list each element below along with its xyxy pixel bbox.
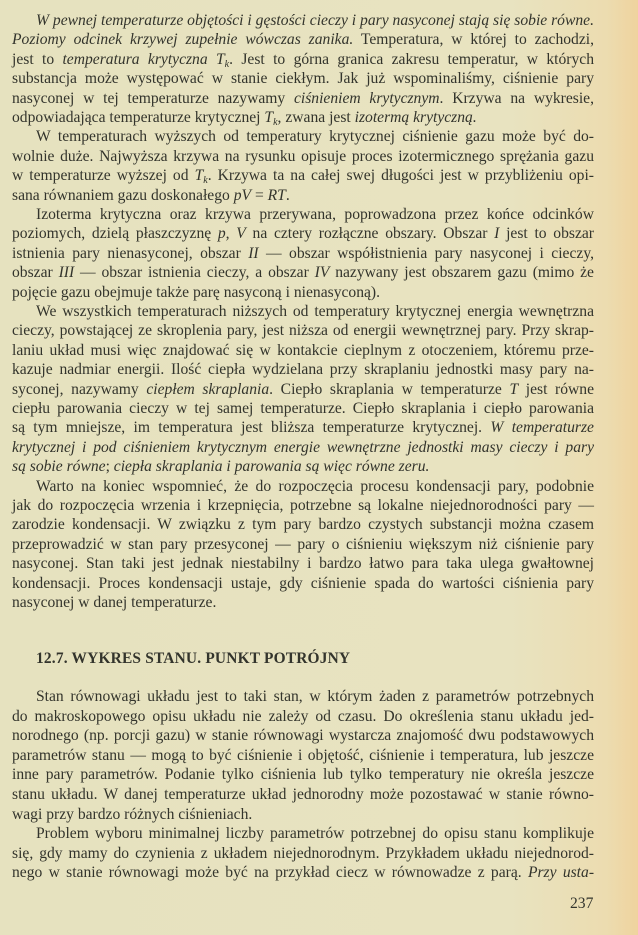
text-line: [36, 824, 594, 844]
text-line: [12, 765, 594, 785]
subscript: k: [203, 175, 208, 187]
text-run: — obszar istnienia cieczy, a obszar: [74, 264, 315, 282]
text-run: istnienia pary nienasyconej, obszar: [12, 244, 249, 262]
text-run: jest równe: [518, 380, 595, 398]
text-line: [12, 785, 594, 805]
text-line: [36, 687, 594, 707]
text-run: nasyconej w danej temperaturze.: [12, 594, 217, 611]
text-run: Stan równowagi układu jest to taki stan, w którym żaden z parametrów potrzebnych: [36, 688, 594, 705]
text-line: [12, 399, 594, 419]
text-line: [12, 108, 594, 128]
text-line: [12, 186, 594, 206]
italic-text: Przy usta-: [527, 864, 595, 882]
text-run: . Krzywa ta na całej swej długości jest w przybliżeniu opi-: [207, 167, 594, 185]
text-run: cieczy, powstającej ze skroplenia pary, jest niższa od energii wewnętrznej pary. Przy skrap-: [12, 322, 594, 340]
text-run: =: [251, 186, 268, 204]
text-line: [12, 863, 594, 883]
text-line: [12, 457, 594, 477]
text-line: [12, 50, 594, 70]
text-line: [12, 147, 594, 167]
text-run: na cztery rozłączne obszary. Obszar: [245, 225, 495, 243]
text-run: We wszystkich temperaturach niższych od temperatury krytycznej energia wewnętrzna: [36, 303, 594, 320]
text-run: Izoterma krytyczna oraz krzywa przerywana, poprowadzona przez końce odcinków: [36, 206, 594, 223]
text-run: do makroskopowego opisu układu nie zależy od czasu. Do określenia stanu układu jed-: [12, 707, 594, 725]
text-line: [12, 726, 594, 746]
italic-text: I: [494, 225, 500, 243]
text-line: [12, 224, 594, 244]
text-line: [12, 418, 594, 438]
italic-text: T: [264, 109, 274, 126]
text-run: nego w stanie równowagi może być na przykład ciecz w równowadze z parą.: [12, 864, 528, 882]
italic-text: W pewnej temperaturze objętości i gęstości cieczy i pary nasyconej stają się sobie równe.: [36, 12, 594, 29]
text-run: wolnie duże. Najwyższa krzywa na rysunku opisuje proces izotermicznego sprężania gazu: [12, 147, 594, 165]
text-line: [12, 89, 594, 109]
text-run: nasyconej. Stan taki jest jednak niestabilny i bardzo łatwo para taka ulega gwałtownej: [12, 555, 594, 573]
text-run: stanu układu. W danej temperaturze układ jednorodny może pozostawać w stanie równo-: [12, 786, 594, 803]
text-line: [12, 707, 594, 727]
text-line: [12, 844, 594, 864]
text-run: . Krzywa na wykresie,: [439, 89, 595, 107]
text-run: wagi przy bardzo różnych ciśnieniach.: [12, 805, 253, 823]
text-line: [12, 574, 594, 594]
italic-text: RT: [267, 186, 286, 204]
text-run: kazuje nadmiar energii. Ilość ciepła wydzielana przy skraplaniu jednostki masy pary na-: [12, 361, 594, 379]
subscript: k: [224, 58, 230, 70]
italic-text: IV: [314, 264, 330, 282]
text-line: [12, 554, 594, 574]
text-line: [12, 515, 594, 535]
italic-text: krytycznej i pod ciśnieniem krytycznym energie wewnętrzne jednostki masy cieczy i pary: [12, 438, 594, 456]
italic-text: II: [248, 244, 259, 262]
text-line: [12, 30, 594, 50]
text-line: [12, 244, 594, 264]
text-run: ciepłu parowania cieczy w tej samej temperaturze. Ciepło skraplania i ciepło parowania: [12, 400, 594, 417]
italic-text: p, V: [217, 225, 246, 243]
text-run: substancja może występować w stanie ciekłym. Jak już wspominaliśmy, ciśnienie pary: [12, 70, 594, 88]
text-run: Temperatura, w której to zachodzi,: [353, 31, 594, 49]
text-run: kondensacji. Proces kondensacji ustaje, gdy ciśnienie spada do wartości ciśnienia pary: [12, 574, 594, 592]
text-run: .: [285, 186, 290, 204]
italic-text: izotermą krytyczną.: [354, 109, 477, 126]
italic-text: temperatura krytyczna T: [62, 50, 225, 68]
italic-text: są sobie równe: [12, 458, 106, 476]
text-run: jest to: [12, 50, 63, 68]
text-run: nasyconej w tej temperaturze nazywamy: [12, 89, 294, 107]
text-run: jak do rozpoczęcia wrzenia i krzepnięcia, potrzebne są lokalne niejednorodności pary —: [12, 497, 594, 514]
text-line: [12, 593, 594, 613]
text-line: [36, 302, 594, 322]
text-line: [12, 283, 594, 303]
text-run: się, gdy mamy do czynienia z układem niejednorodnym. Przykładem układu niejednorod-: [12, 844, 594, 862]
text-run: w temperaturze wyższej od: [12, 167, 195, 185]
italic-text: ciepła skraplania i parowania są więc równe zeru.: [113, 458, 430, 476]
text-run: ;: [105, 458, 114, 476]
text-run: Problem wyboru minimalnej liczby parametrów potrzebnej do opisu stanu komplikuje: [36, 825, 594, 843]
text-run: — obszar współistnienia pary nasyconej i cieczy,: [258, 244, 595, 262]
text-run: obszar: [12, 264, 59, 282]
text-run: . Jest to górna granica zakresu temperatur, w których: [229, 50, 594, 68]
text-line: [36, 11, 594, 31]
text-run: norodnego (np. porcji gazu) w stanie równowagi wystarcza znajomość dwu podstawowych: [12, 727, 594, 745]
italic-text: W temperaturze: [490, 419, 594, 437]
text-run: Warto na koniec wspomnieć, że do rozpoczęcia procesu kondensacji pary, podobnie: [36, 477, 594, 495]
text-line: [12, 746, 594, 766]
italic-text: Poziomy odcinek krzywej zupełnie wówczas zanika.: [12, 31, 354, 49]
text-line: [12, 380, 594, 400]
text-line: [12, 69, 594, 89]
text-run: poziomych, dzielą płaszczyznę: [12, 225, 218, 243]
text-run: inne pary parametrów. Podanie tylko ciśnienia lub tylko temperatury nie określa jeszcze: [12, 766, 594, 784]
section-heading: 12.7. WYKRES STANU. PUNKT POTRÓJNY: [36, 650, 351, 667]
italic-text: T: [194, 167, 204, 185]
text-run: syconej, nazywamy: [12, 380, 147, 398]
text-run: nazywany jest obszarem gazu (mimo że: [329, 264, 594, 282]
text-run: . Ciepło skraplania w temperaturze: [269, 380, 510, 398]
text-run: sana równaniem gazu doskonałego: [12, 186, 234, 204]
subscript: k: [273, 117, 278, 128]
text-line: [12, 166, 594, 186]
text-line: [36, 127, 594, 147]
text-line: [12, 805, 594, 825]
italic-text: T: [509, 380, 519, 398]
page-number: 237: [570, 895, 594, 912]
text-run: laniu układ musi więc znajdować się w kontakcie cieplnym z otoczeniem, któremu prze-: [12, 341, 594, 359]
text-line: [12, 263, 594, 283]
text-run: odpowiadająca temperaturze krytycznej: [12, 109, 265, 126]
text-run: parametrów stanu — mogą to być ciśnienie i objętość, ciśnienie i temperatura, lub jeszcze: [12, 746, 594, 764]
text-line: [12, 360, 594, 380]
text-line: [12, 535, 594, 555]
text-line: [36, 205, 594, 225]
text-line: [12, 321, 594, 341]
text-run: , zwana jest: [277, 109, 355, 126]
text-run: jest to obszar: [499, 225, 594, 243]
text-run: pojęcie gazu obejmuje także parę nasyconą i nienasyconą).: [12, 283, 381, 301]
italic-text: ciśnieniem krytycznym: [293, 89, 440, 107]
text-line: [12, 341, 594, 361]
text-line: [36, 477, 594, 497]
text-run: przeprowadzić w stan pary przesyconej — pary o ciśnieniu większym niż ciśnienie pary: [12, 535, 594, 553]
text-run: są tym mniejsze, im temperatura jest bliższa temperaturze krytycznej.: [12, 419, 491, 437]
italic-text: ciepłem skraplania: [146, 380, 270, 398]
italic-text: pV: [233, 186, 252, 204]
text-line: [12, 496, 594, 516]
text-run: W temperaturach wyższych od temperatury krytycznej ciśnienie gazu może być do-: [36, 128, 594, 146]
text-run: zarodzie kondensacji. W związku z tym pary bardzo czystych substancji można czasem: [12, 516, 594, 534]
text-line: [12, 438, 594, 458]
italic-text: III: [58, 264, 75, 282]
